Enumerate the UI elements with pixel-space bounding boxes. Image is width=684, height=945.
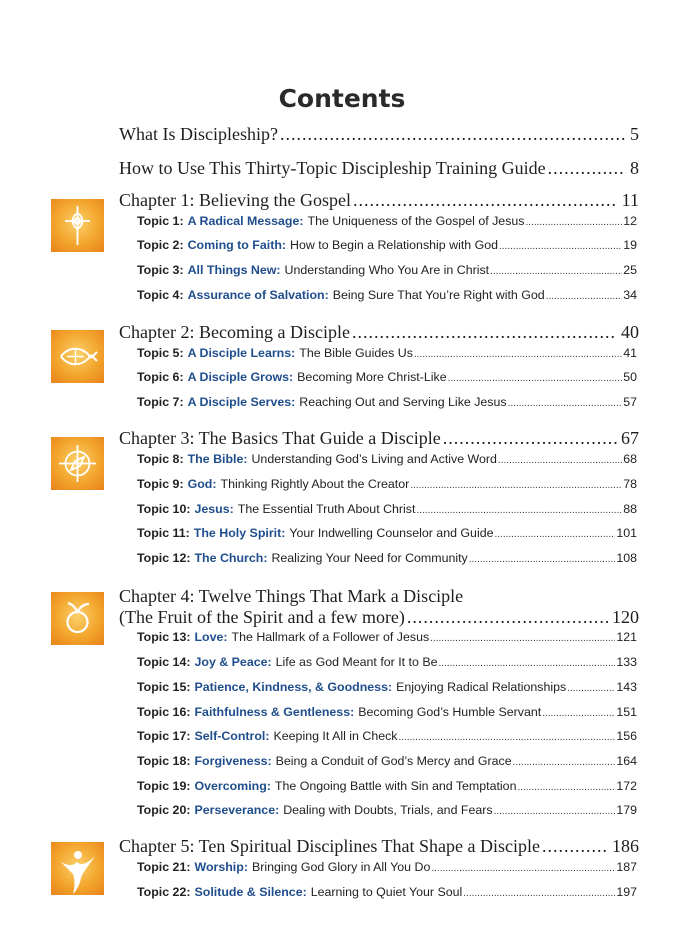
dot-leader bbox=[448, 373, 623, 384]
toc-entry-how-to-use[interactable] bbox=[119, 158, 639, 179]
topic-number: Topic 1: bbox=[137, 214, 184, 228]
topic-subtitle: Understanding Who You Are in Christ bbox=[284, 263, 490, 277]
topic-2[interactable] bbox=[137, 238, 637, 252]
topic-title: The Bible: bbox=[187, 452, 248, 466]
dot-leader bbox=[513, 757, 616, 768]
chapter-label: Chapter 3: The Basics That Guide a Disciple bbox=[119, 428, 441, 448]
topic-subtitle: The Uniqueness of the Gospel of Jesus bbox=[307, 214, 525, 228]
topic-number: Topic 16: bbox=[137, 705, 191, 719]
toc-entry-what-is-discipleship[interactable] bbox=[119, 124, 639, 145]
topic-subtitle: Understanding God’s Living and Active Word bbox=[251, 452, 497, 466]
topic-7[interactable] bbox=[137, 395, 637, 409]
topic-page: 12 bbox=[623, 214, 637, 228]
topic-title: Jesus: bbox=[194, 502, 234, 516]
topic-page: 34 bbox=[623, 288, 637, 302]
dot-leader bbox=[494, 529, 615, 540]
chapter-page: 186 bbox=[612, 836, 639, 856]
topic-number: Topic 11: bbox=[137, 526, 190, 540]
chapter-4-heading[interactable] bbox=[119, 607, 639, 628]
topic-10[interactable] bbox=[137, 502, 637, 516]
dot-leader bbox=[463, 888, 615, 899]
topic-page: 133 bbox=[616, 655, 637, 669]
chapter-page: 67 bbox=[621, 428, 639, 448]
chapter-label: Chapter 2: Becoming a Disciple bbox=[119, 322, 350, 342]
dot-leader bbox=[438, 658, 615, 669]
topic-title: The Holy Spirit: bbox=[193, 526, 286, 540]
topic-21[interactable] bbox=[137, 860, 637, 874]
topic-subtitle: Keeping It All in Check bbox=[273, 729, 398, 743]
dot-leader bbox=[443, 428, 617, 449]
chapter-page: 40 bbox=[621, 322, 639, 342]
topic-page: 108 bbox=[616, 551, 637, 565]
entry-page: 8 bbox=[630, 158, 639, 178]
topic-page: 50 bbox=[623, 370, 637, 384]
topic-title: Joy & Peace: bbox=[194, 655, 272, 669]
dot-leader bbox=[517, 782, 615, 793]
topic-number: Topic 12: bbox=[137, 551, 191, 565]
topic-3[interactable] bbox=[137, 263, 637, 277]
topic-title: Perseverance: bbox=[194, 803, 280, 817]
topic-subtitle: Reaching Out and Serving Like Jesus bbox=[299, 395, 507, 409]
compass-icon bbox=[51, 437, 104, 490]
entry-page: 5 bbox=[630, 124, 639, 144]
topic-title: A Radical Message: bbox=[187, 214, 304, 228]
chapter-1-heading[interactable] bbox=[119, 190, 639, 211]
topic-9[interactable] bbox=[137, 477, 637, 491]
topic-page: 121 bbox=[616, 630, 637, 644]
topic-subtitle: Learning to Quiet Your Soul bbox=[310, 885, 463, 899]
topic-22[interactable] bbox=[137, 885, 637, 899]
topic-page: 143 bbox=[616, 680, 637, 694]
topic-page: 88 bbox=[623, 502, 637, 516]
topic-number: Topic 15: bbox=[137, 680, 191, 694]
topic-page: 187 bbox=[616, 860, 637, 874]
topic-number: Topic 13: bbox=[137, 630, 191, 644]
topic-13[interactable] bbox=[137, 630, 637, 644]
dot-leader bbox=[280, 124, 626, 145]
topic-subtitle: Realizing Your Need for Community bbox=[271, 551, 468, 565]
topic-title: A Disciple Serves: bbox=[187, 395, 296, 409]
chapter-5-heading[interactable] bbox=[119, 836, 639, 857]
fish-icon bbox=[51, 330, 104, 383]
topic-subtitle: Bringing God Glory in All You Do bbox=[251, 860, 431, 874]
topic-number: Topic 3: bbox=[137, 263, 184, 277]
topic-subtitle: Becoming More Christ-Like bbox=[297, 370, 447, 384]
topic-number: Topic 8: bbox=[137, 452, 184, 466]
chapter-3-heading[interactable] bbox=[119, 428, 639, 449]
topic-20[interactable] bbox=[137, 803, 637, 817]
dot-leader bbox=[469, 554, 616, 565]
topic-title: Patience, Kindness, & Goodness: bbox=[194, 680, 393, 694]
topic-6[interactable] bbox=[137, 370, 637, 384]
topic-number: Topic 10: bbox=[137, 502, 191, 516]
topic-page: 101 bbox=[616, 526, 637, 540]
topic-11[interactable] bbox=[137, 526, 637, 540]
topic-title: Overcoming: bbox=[194, 779, 271, 793]
dot-leader bbox=[410, 480, 622, 491]
entry-label: What Is Discipleship? bbox=[119, 124, 278, 144]
chapter-4-heading-line-1[interactable]: Chapter 4: Twelve Things That Mark a Disciple bbox=[119, 586, 464, 606]
dot-leader bbox=[353, 190, 618, 211]
topic-subtitle: The Hallmark of a Follower of Jesus bbox=[231, 630, 430, 644]
dot-leader bbox=[414, 349, 622, 360]
topic-title: The Church: bbox=[194, 551, 268, 565]
dot-leader bbox=[494, 806, 616, 817]
chapter-2-heading[interactable] bbox=[119, 322, 639, 343]
topic-page: 19 bbox=[623, 238, 637, 252]
topic-number: Topic 20: bbox=[137, 803, 191, 817]
topic-subtitle: Life as God Meant for It to Be bbox=[275, 655, 438, 669]
fruit-icon bbox=[51, 592, 104, 645]
topic-page: 25 bbox=[623, 263, 637, 277]
dot-leader bbox=[498, 455, 622, 466]
topic-page: 68 bbox=[623, 452, 637, 466]
topic-1[interactable] bbox=[137, 214, 637, 228]
topic-title: Worship: bbox=[194, 860, 248, 874]
topic-page: 151 bbox=[616, 705, 637, 719]
topic-title: A Disciple Learns: bbox=[187, 346, 296, 360]
topic-4[interactable] bbox=[137, 288, 637, 302]
topic-number: Topic 18: bbox=[137, 754, 191, 768]
dot-leader bbox=[352, 322, 617, 343]
topic-number: Topic 2: bbox=[137, 238, 184, 252]
topic-page: 179 bbox=[616, 803, 637, 817]
topic-number: Topic 7: bbox=[137, 395, 184, 409]
dot-leader bbox=[508, 398, 623, 409]
dot-leader bbox=[407, 607, 608, 628]
dot-leader bbox=[548, 158, 626, 179]
topic-subtitle: The Essential Truth About Christ bbox=[237, 502, 416, 516]
page-title: Contents bbox=[278, 84, 406, 113]
topic-page: 156 bbox=[616, 729, 637, 743]
topic-5[interactable] bbox=[137, 346, 637, 360]
topic-title: All Things New: bbox=[187, 263, 281, 277]
topic-subtitle: The Bible Guides Us bbox=[299, 346, 413, 360]
dot-leader bbox=[499, 241, 622, 252]
topic-title: Self-Control: bbox=[194, 729, 270, 743]
chapter-page: 120 bbox=[612, 607, 639, 627]
topic-15[interactable] bbox=[137, 680, 637, 694]
topic-number: Topic 21: bbox=[137, 860, 191, 874]
topic-8[interactable] bbox=[137, 452, 637, 466]
dot-leader bbox=[542, 836, 608, 857]
dot-leader bbox=[416, 505, 622, 516]
topic-19[interactable] bbox=[137, 779, 637, 793]
topic-subtitle: Enjoying Radical Relationships bbox=[396, 680, 567, 694]
topic-title: Forgiveness: bbox=[194, 754, 272, 768]
topic-title: Faithfulness & Gentleness: bbox=[194, 705, 355, 719]
topic-subtitle: Dealing with Doubts, Trials, and Fears bbox=[283, 803, 493, 817]
topic-page: 78 bbox=[623, 477, 637, 491]
topic-subtitle: Being Sure That You’re Right with God bbox=[332, 288, 545, 302]
topic-title: Solitude & Silence: bbox=[194, 885, 307, 899]
chapter-label-continued: (The Fruit of the Spirit and a few more) bbox=[119, 607, 405, 627]
topic-number: Topic 17: bbox=[137, 729, 191, 743]
topic-number: Topic 14: bbox=[137, 655, 191, 669]
dot-leader bbox=[567, 683, 615, 694]
topic-14[interactable] bbox=[137, 655, 637, 669]
topic-number: Topic 9: bbox=[137, 477, 184, 491]
topic-18[interactable] bbox=[137, 754, 637, 768]
chapter-page: 11 bbox=[621, 190, 639, 210]
figure-icon bbox=[51, 842, 104, 895]
topic-number: Topic 4: bbox=[137, 288, 184, 302]
chapter-label: Chapter 5: Ten Spiritual Disciplines That Shape a Disciple bbox=[119, 836, 540, 856]
topic-number: Topic 6: bbox=[137, 370, 184, 384]
topic-subtitle: Thinking Rightly About the Creator bbox=[220, 477, 410, 491]
topic-title: Coming to Faith: bbox=[187, 238, 287, 252]
topic-16[interactable] bbox=[137, 705, 637, 719]
topic-subtitle: How to Begin a Relationship with God bbox=[290, 238, 499, 252]
dot-leader bbox=[399, 732, 616, 743]
topic-12[interactable] bbox=[137, 551, 637, 565]
topic-page: 164 bbox=[616, 754, 637, 768]
topic-page: 197 bbox=[616, 885, 637, 899]
dot-leader bbox=[430, 633, 615, 644]
entry-label: How to Use This Thirty-Topic Discipleship Training Guide bbox=[119, 158, 546, 178]
dot-leader bbox=[542, 708, 615, 719]
topic-17[interactable] bbox=[137, 729, 637, 743]
topic-number: Topic 22: bbox=[137, 885, 191, 899]
chapter-label: Chapter 1: Believing the Gospel bbox=[119, 190, 351, 210]
topic-page: 172 bbox=[616, 779, 637, 793]
dot-leader bbox=[525, 217, 622, 228]
dot-leader bbox=[490, 266, 622, 277]
topic-subtitle: Becoming God’s Humble Servant bbox=[358, 705, 542, 719]
cross-icon bbox=[51, 199, 104, 252]
topic-title: God: bbox=[187, 477, 217, 491]
topic-subtitle: The Ongoing Battle with Sin and Temptation bbox=[274, 779, 517, 793]
dot-leader bbox=[431, 863, 615, 874]
topic-subtitle: Being a Conduit of God’s Mercy and Grace bbox=[275, 754, 512, 768]
topic-number: Topic 19: bbox=[137, 779, 191, 793]
topic-title: Assurance of Salvation: bbox=[187, 288, 329, 302]
topic-subtitle: Your Indwelling Counselor and Guide bbox=[289, 526, 494, 540]
topic-title: A Disciple Grows: bbox=[187, 370, 294, 384]
topic-title: Love: bbox=[194, 630, 228, 644]
topic-page: 57 bbox=[623, 395, 637, 409]
topic-number: Topic 5: bbox=[137, 346, 184, 360]
dot-leader bbox=[546, 291, 623, 302]
topic-page: 41 bbox=[623, 346, 637, 360]
